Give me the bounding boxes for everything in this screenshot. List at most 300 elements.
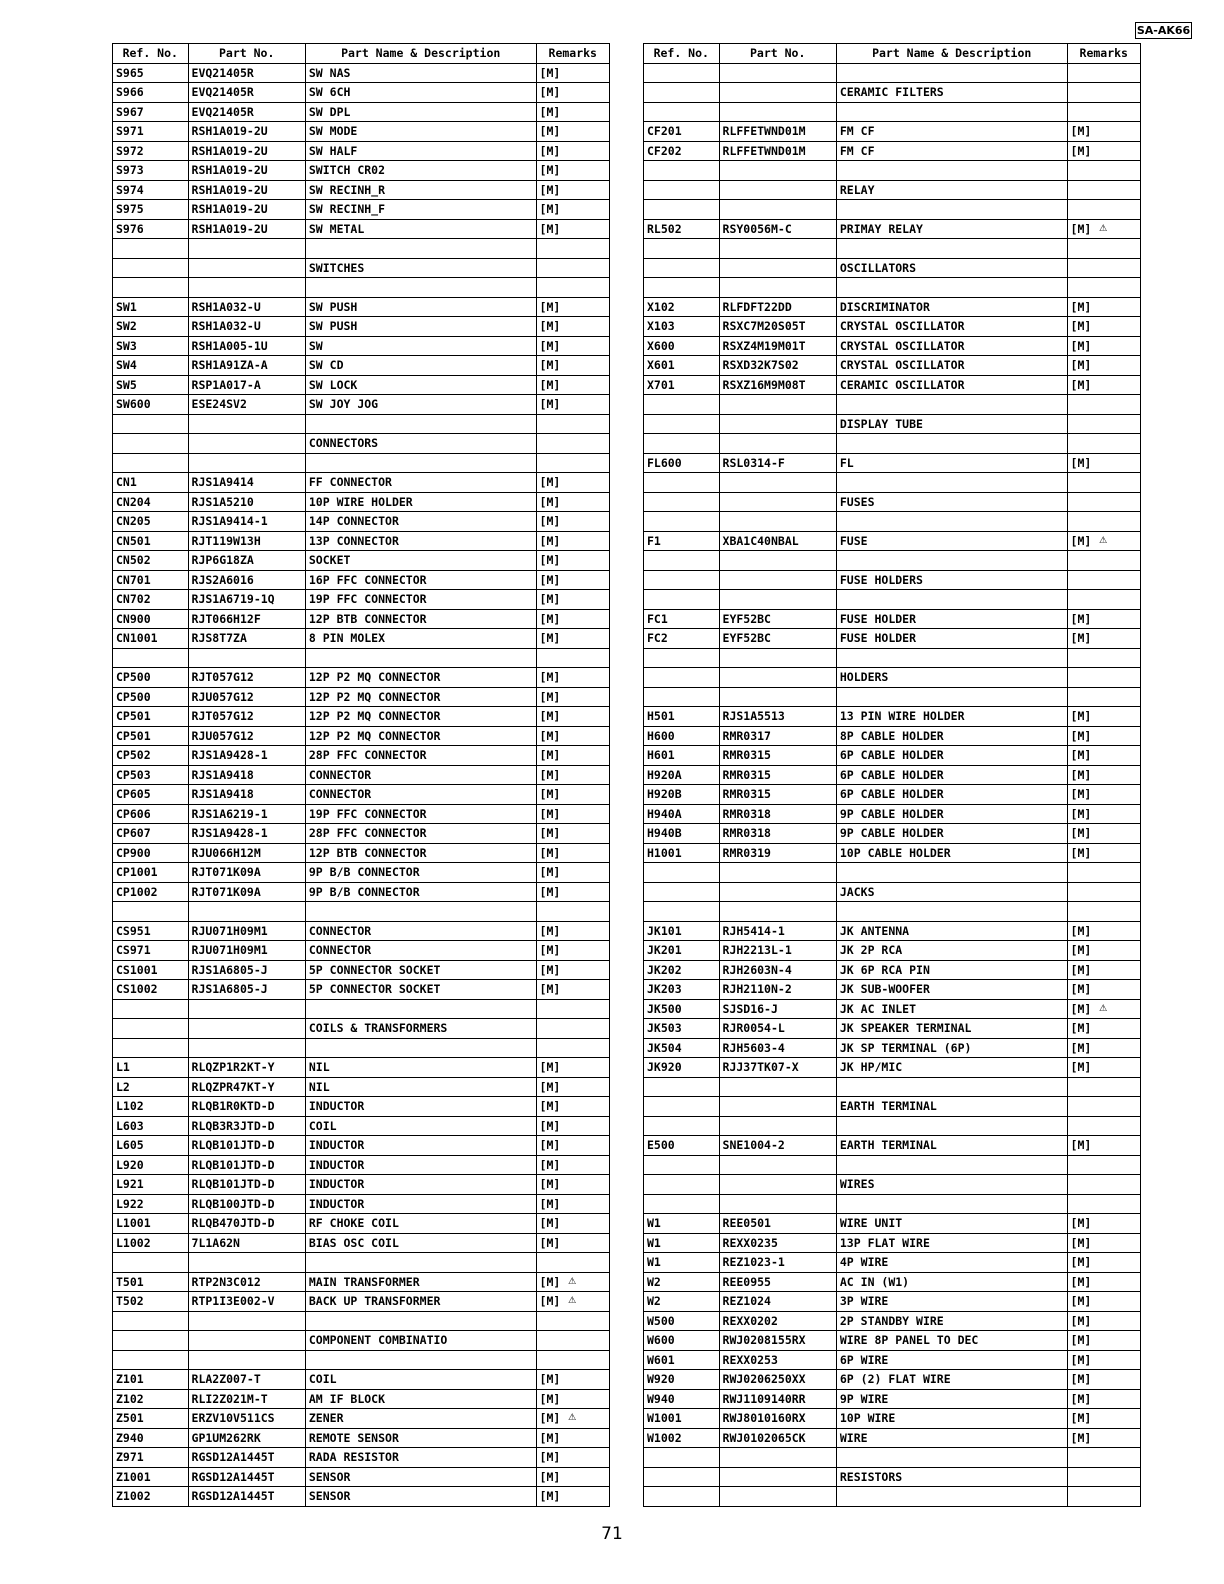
table-row [113, 1116, 610, 1136]
ref-no-cell-text: FL600 [647, 455, 682, 470]
part-no-cell [719, 1058, 836, 1078]
part-name-cell-text: SW HALF [308, 143, 358, 158]
part-name-cell-text: 6P CABLE HOLDER [839, 748, 944, 763]
remarks-cell [1067, 512, 1140, 532]
ref-no-cell [644, 687, 720, 707]
table-row [113, 921, 610, 941]
ref-no-cell [644, 1038, 720, 1058]
part-no-cell [188, 531, 305, 551]
table-row [644, 824, 1141, 844]
ref-no-cell-text: X701 [647, 377, 675, 392]
remarks-cell-text: [M] [539, 65, 561, 80]
part-no-cell-text: RLQB101JTD-D [191, 1138, 275, 1153]
remarks-cell-text: [M] [539, 845, 561, 860]
remarks-cell [536, 648, 609, 668]
ref-no-cell [113, 1058, 189, 1078]
part-name-cell-text: JK 2P RCA [839, 943, 903, 958]
part-no-cell [719, 609, 836, 629]
table-row [113, 200, 610, 220]
part-name-cell [305, 804, 536, 824]
remarks-cell [1067, 1370, 1140, 1390]
part-no-cell-text: RLFDFT22DD [722, 299, 792, 314]
remarks-cell-text: [M] [539, 572, 561, 587]
remarks-cell-text: [M] [539, 85, 561, 100]
remarks-cell [1067, 317, 1140, 337]
remarks-cell [536, 941, 609, 961]
part-name-cell-text: 14P CONNECTOR [308, 514, 399, 529]
ref-no-cell [644, 258, 720, 278]
part-no-cell [188, 278, 305, 298]
part-no-cell [719, 1428, 836, 1448]
ref-no-cell [644, 297, 720, 317]
part-no-cell-text: RJU071H09M1 [191, 923, 268, 938]
remarks-cell [1067, 297, 1140, 317]
part-no-cell [188, 473, 305, 493]
part-no-cell-text: RJS2A6016 [191, 572, 254, 587]
remarks-cell [1067, 200, 1140, 220]
ref-no-cell-text: JK202 [647, 962, 682, 977]
header-remarks: Remarks [1067, 44, 1140, 64]
table-row [644, 1194, 1141, 1214]
part-no-cell-text: RJS1A5210 [191, 494, 254, 509]
part-no-cell [188, 1311, 305, 1331]
part-no-cell [719, 297, 836, 317]
ref-no-cell-text: CF201 [647, 124, 682, 139]
remarks-cell [1067, 999, 1140, 1019]
part-name-cell [836, 746, 1067, 766]
remarks-cell [1067, 141, 1140, 161]
part-name-cell [305, 512, 536, 532]
table-row [644, 1428, 1141, 1448]
ref-no-cell-text: CP500 [116, 670, 151, 685]
part-no-cell-text: RJT071K09A [191, 865, 261, 880]
ref-no-cell [113, 1097, 189, 1117]
ref-no-cell-text: H940A [647, 806, 682, 821]
part-no-cell [188, 239, 305, 259]
table-row [644, 1253, 1141, 1273]
part-name-cell [836, 512, 1067, 532]
ref-no-cell-text: X103 [647, 319, 675, 334]
remarks-cell [536, 765, 609, 785]
remarks-cell [1067, 1233, 1140, 1253]
ref-no-cell-text: RL502 [647, 221, 682, 236]
part-no-cell [188, 1214, 305, 1234]
part-name-cell [836, 1467, 1067, 1487]
ref-no-cell [113, 1194, 189, 1214]
ref-no-cell [644, 1155, 720, 1175]
part-no-cell [188, 1194, 305, 1214]
part-no-cell-text: GP1UM262RK [191, 1430, 261, 1445]
part-no-cell [719, 356, 836, 376]
remarks-cell [1067, 395, 1140, 415]
ref-no-cell-text: S975 [116, 202, 144, 217]
ref-no-cell [644, 1370, 720, 1390]
table-row [113, 512, 610, 532]
remarks-cell [536, 180, 609, 200]
ref-no-cell [644, 512, 720, 532]
table-row [644, 395, 1141, 415]
part-no-cell [188, 648, 305, 668]
ref-no-cell [113, 1409, 189, 1429]
part-name-cell [836, 161, 1067, 181]
ref-no-cell [113, 239, 189, 259]
remarks-cell-text: [M] [1070, 1021, 1092, 1036]
part-name-cell [305, 453, 536, 473]
remarks-cell-text: [M] [539, 1489, 561, 1504]
ref-no-cell [113, 336, 189, 356]
part-no-cell [188, 1155, 305, 1175]
part-no-cell-text: RLQB100JTD-D [191, 1196, 275, 1211]
part-name-cell-text: SW PUSH [308, 319, 358, 334]
part-name-cell [305, 980, 536, 1000]
part-no-cell [188, 141, 305, 161]
header-part-no: Part No. [188, 44, 305, 64]
ref-no-cell [644, 746, 720, 766]
part-name-cell-text: CONNECTOR [308, 767, 372, 782]
part-name-cell [305, 746, 536, 766]
part-no-cell [719, 1467, 836, 1487]
table-row [113, 1350, 610, 1370]
ref-no-cell-text: FC1 [647, 611, 668, 626]
table-header-row [113, 44, 610, 64]
ref-no-cell [113, 1233, 189, 1253]
ref-no-cell [644, 882, 720, 902]
part-no-cell [719, 1409, 836, 1429]
part-name-cell [836, 609, 1067, 629]
table-row [644, 921, 1141, 941]
remarks-cell-text: [M] [539, 943, 561, 958]
part-name-cell [836, 63, 1067, 83]
table-row [644, 473, 1141, 493]
ref-no-cell-text: H1001 [647, 845, 682, 860]
ref-no-cell-text: S976 [116, 221, 144, 236]
part-no-cell-text: RSH1A019-2U [191, 202, 268, 217]
part-name-cell-text: CERAMIC OSCILLATOR [839, 377, 965, 392]
ref-no-cell [644, 219, 720, 239]
part-no-cell [719, 375, 836, 395]
remarks-cell [536, 492, 609, 512]
table-row [113, 1233, 610, 1253]
part-no-cell [188, 1409, 305, 1429]
remarks-cell [536, 161, 609, 181]
ref-no-cell [644, 336, 720, 356]
part-name-cell-text: 9P CABLE HOLDER [839, 806, 944, 821]
ref-no-cell-text: FC2 [647, 631, 668, 646]
part-name-cell-text: DISCRIMINATOR [839, 299, 930, 314]
part-name-cell-text: MAIN TRANSFORMER [308, 1274, 420, 1289]
part-no-cell [188, 1253, 305, 1273]
remarks-cell-text: [M] [539, 182, 561, 197]
table-row [644, 297, 1141, 317]
part-no-cell-text: RLQB101JTD-D [191, 1157, 275, 1172]
remarks-cell [1067, 804, 1140, 824]
ref-no-cell-text: CP501 [116, 709, 151, 724]
part-no-cell-text: RJT057G12 [191, 709, 254, 724]
ref-no-cell-text: S966 [116, 85, 144, 100]
ref-no-cell [113, 141, 189, 161]
table-row [644, 414, 1141, 434]
part-name-cell [305, 434, 536, 454]
ref-no-cell [113, 1175, 189, 1195]
part-no-cell-text: RWJ0208155RX [722, 1333, 806, 1348]
part-name-cell-text: FUSE HOLDER [839, 631, 917, 646]
part-no-cell [719, 785, 836, 805]
part-no-cell [188, 1058, 305, 1078]
part-no-cell [719, 882, 836, 902]
part-name-cell [305, 1097, 536, 1117]
remarks-cell [1067, 824, 1140, 844]
part-no-cell-text: RJS1A9418 [191, 787, 254, 802]
part-name-cell [305, 239, 536, 259]
remarks-cell [1067, 746, 1140, 766]
part-no-cell-text: RJU071H09M1 [191, 943, 268, 958]
remarks-cell [1067, 1175, 1140, 1195]
table-row [644, 843, 1141, 863]
remarks-cell [1067, 1292, 1140, 1312]
part-name-cell [836, 395, 1067, 415]
part-name-cell [305, 668, 536, 688]
part-no-cell-text: RJT057G12 [191, 670, 254, 685]
remarks-cell-text: [M] [1070, 1411, 1092, 1426]
remarks-cell [536, 1487, 609, 1507]
table-row [644, 1331, 1141, 1351]
ref-no-cell [113, 1350, 189, 1370]
part-name-cell [305, 473, 536, 493]
remarks-cell-text: [M] [539, 748, 561, 763]
ref-no-cell-text: JK500 [647, 1001, 682, 1016]
part-name-cell [305, 141, 536, 161]
part-no-cell [188, 902, 305, 922]
remarks-cell [1067, 1448, 1140, 1468]
table-row [113, 785, 610, 805]
part-name-cell [305, 941, 536, 961]
table-row [113, 765, 610, 785]
table-row [644, 1370, 1141, 1390]
remarks-cell [1067, 648, 1140, 668]
part-no-cell [188, 999, 305, 1019]
remarks-cell-text: [M] [1070, 709, 1092, 724]
remarks-cell-text: [M] [539, 1118, 561, 1133]
remarks-cell [536, 1311, 609, 1331]
ref-no-cell-text: CS971 [116, 943, 151, 958]
ref-no-cell-text: CS1002 [116, 982, 158, 997]
part-name-cell-text: NIL [308, 1079, 330, 1094]
table-row [113, 629, 610, 649]
remarks-cell-text: [M] [1070, 1333, 1092, 1348]
ref-no-cell [644, 668, 720, 688]
part-no-cell-text: XBA1C40NBAL [722, 533, 799, 548]
ref-no-cell [113, 804, 189, 824]
part-name-cell-text: CRYSTAL OSCILLATOR [839, 358, 965, 373]
part-name-cell [836, 278, 1067, 298]
ref-no-cell [644, 1311, 720, 1331]
table-row [113, 726, 610, 746]
part-name-cell-text: SWITCH CR02 [308, 163, 386, 178]
remarks-cell [536, 687, 609, 707]
parts-table-right-body [644, 63, 1141, 1506]
part-name-cell [836, 1136, 1067, 1156]
remarks-cell [1067, 765, 1140, 785]
remarks-cell [1067, 1116, 1140, 1136]
part-name-cell-text: JACKS [839, 884, 875, 899]
safety-warning-icon: ⚠ [568, 1272, 577, 1288]
part-name-cell-text: SW 6CH [308, 85, 351, 100]
remarks-cell [536, 122, 609, 142]
remarks-cell [536, 1019, 609, 1039]
remarks-cell-text: [M] [1070, 943, 1092, 958]
remarks-cell [1067, 921, 1140, 941]
ref-no-cell [644, 1214, 720, 1234]
part-name-cell [836, 648, 1067, 668]
part-name-cell [836, 843, 1067, 863]
ref-no-cell [644, 590, 720, 610]
part-name-cell [836, 1116, 1067, 1136]
ref-no-cell [644, 1272, 720, 1292]
part-name-cell-text: SW NAS [308, 65, 351, 80]
table-row [113, 531, 610, 551]
part-name-cell [305, 1136, 536, 1156]
remarks-cell [1067, 1019, 1140, 1039]
remarks-cell [1067, 492, 1140, 512]
part-no-cell-text: RJH5414-1 [722, 923, 785, 938]
part-no-cell [719, 921, 836, 941]
part-name-cell-text: JK HP/MIC [839, 1060, 903, 1075]
part-no-cell-text: RLFFETWND01M [722, 124, 806, 139]
part-name-cell [836, 687, 1067, 707]
ref-no-cell-text: CP503 [116, 767, 151, 782]
part-name-cell-text: 4P WIRE [839, 1255, 889, 1270]
remarks-cell-text: [M] [539, 358, 561, 373]
part-no-cell [188, 765, 305, 785]
part-name-cell [305, 707, 536, 727]
part-no-cell-text: REE0501 [722, 1216, 771, 1231]
part-name-cell [836, 785, 1067, 805]
part-name-cell [305, 1058, 536, 1078]
part-no-cell [719, 1487, 836, 1507]
remarks-cell-text: [M] [539, 1157, 561, 1172]
ref-no-cell [644, 609, 720, 629]
part-name-cell-text: CONNECTORS [308, 436, 379, 451]
table-row [644, 1019, 1141, 1039]
part-no-cell [188, 1292, 305, 1312]
model-label: SA-AK66 [1136, 24, 1191, 37]
part-no-cell [188, 83, 305, 103]
part-name-cell [836, 1331, 1067, 1351]
part-name-cell [836, 999, 1067, 1019]
remarks-cell-text: [M] [539, 475, 561, 490]
ref-no-cell [113, 1448, 189, 1468]
ref-no-cell [644, 473, 720, 493]
part-no-cell-text: RJS1A9428-1 [191, 748, 268, 763]
ref-no-cell [644, 902, 720, 922]
ref-no-cell [113, 941, 189, 961]
remarks-cell [1067, 629, 1140, 649]
part-name-cell-text: WIRES [839, 1177, 875, 1192]
remarks-cell-text: [M] [539, 1235, 561, 1250]
header-part-no: Part No. [719, 44, 836, 64]
ref-no-cell-text: JK203 [647, 982, 682, 997]
table-row [113, 1448, 610, 1468]
table-row [644, 863, 1141, 883]
remarks-cell [536, 473, 609, 493]
ref-no-cell-text: H940B [647, 826, 682, 841]
part-name-cell [836, 200, 1067, 220]
part-no-cell [719, 746, 836, 766]
table-row [113, 161, 610, 181]
remarks-cell [1067, 668, 1140, 688]
part-name-cell [305, 1155, 536, 1175]
part-name-cell-text: 5P CONNECTOR SOCKET [308, 962, 441, 977]
part-name-cell [836, 1077, 1067, 1097]
ref-no-cell-text: Z940 [116, 1430, 144, 1445]
part-name-cell [836, 1019, 1067, 1039]
table-row [113, 863, 610, 883]
part-no-cell [188, 824, 305, 844]
ref-no-cell [644, 492, 720, 512]
remarks-cell-text: [M] [539, 1079, 561, 1094]
part-no-cell [188, 395, 305, 415]
ref-no-cell [644, 356, 720, 376]
part-name-cell [305, 726, 536, 746]
ref-no-cell [644, 648, 720, 668]
table-row [113, 375, 610, 395]
part-name-cell [305, 590, 536, 610]
ref-no-cell-text: W500 [647, 1313, 675, 1328]
ref-no-cell [644, 1194, 720, 1214]
remarks-cell-text: [M] [539, 1450, 561, 1465]
remarks-cell-text: [M] [1070, 845, 1092, 860]
ref-no-cell-text: Z102 [116, 1391, 144, 1406]
table-row [113, 843, 610, 863]
ref-no-cell [644, 1136, 720, 1156]
remarks-cell [536, 336, 609, 356]
part-name-cell [836, 1194, 1067, 1214]
ref-no-cell [644, 551, 720, 571]
remarks-cell-text: [M] [539, 221, 561, 236]
part-name-cell [836, 921, 1067, 941]
part-no-cell-text: RSH1A032-U [191, 319, 261, 334]
remarks-cell-text: [M] [1070, 299, 1092, 314]
table-row [113, 434, 610, 454]
remarks-cell [1067, 1467, 1140, 1487]
table-row [113, 668, 610, 688]
part-name-cell [305, 395, 536, 415]
ref-no-cell [644, 843, 720, 863]
ref-no-cell-text: E500 [647, 1138, 675, 1153]
remarks-cell [536, 1409, 609, 1429]
remarks-cell [1067, 843, 1140, 863]
remarks-cell [1067, 1311, 1140, 1331]
part-no-cell [719, 551, 836, 571]
remarks-cell-text: [M] [539, 1196, 561, 1211]
remarks-cell [536, 395, 609, 415]
table-row [113, 590, 610, 610]
ref-no-cell-text: S973 [116, 163, 144, 178]
remarks-cell-text: [M] [1070, 728, 1092, 743]
part-no-cell [188, 453, 305, 473]
remarks-cell-text: [M] [1070, 1060, 1092, 1075]
part-no-cell-text: RMR0319 [722, 845, 771, 860]
part-name-cell [305, 648, 536, 668]
ref-no-cell-text: L605 [116, 1138, 144, 1153]
part-name-cell [836, 1487, 1067, 1507]
ref-no-cell-text: W1 [647, 1216, 661, 1231]
ref-no-cell [644, 1350, 720, 1370]
ref-no-cell-text: CS1001 [116, 962, 158, 977]
remarks-cell [1067, 63, 1140, 83]
ref-no-cell [644, 239, 720, 259]
part-no-cell [719, 570, 836, 590]
